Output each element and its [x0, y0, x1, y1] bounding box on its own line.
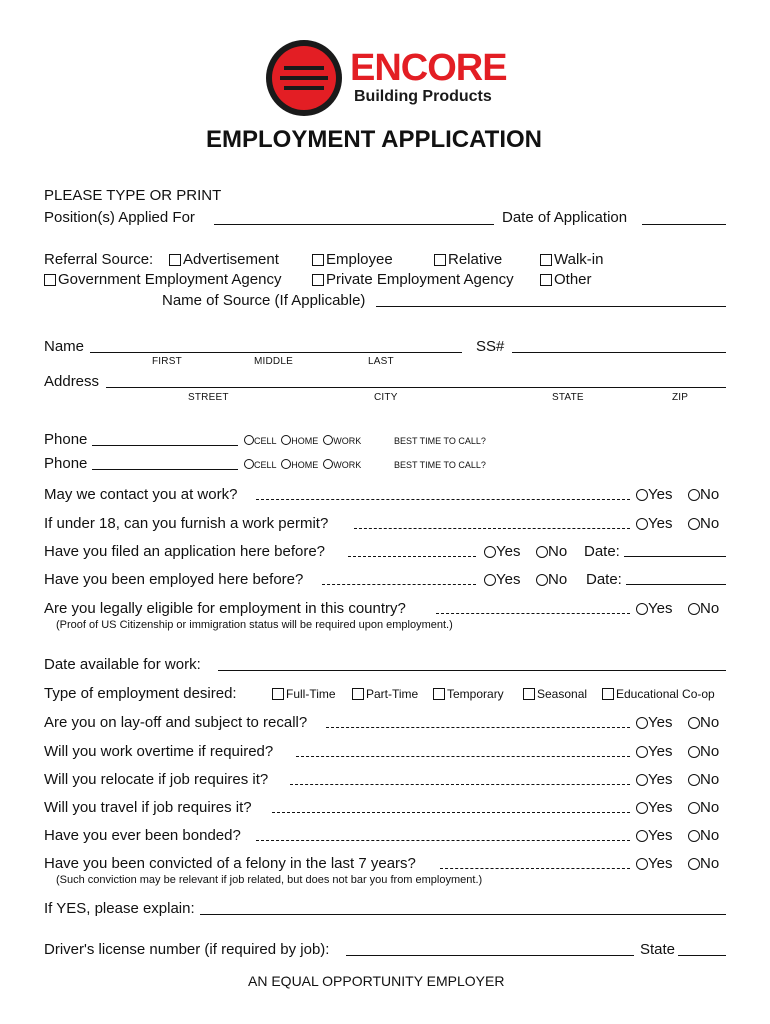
checkbox-icon[interactable]: [540, 254, 552, 266]
checkbox-icon[interactable]: [352, 688, 364, 700]
name-middle-caption: MIDDLE: [254, 356, 293, 367]
page-title: EMPLOYMENT APPLICATION: [206, 126, 542, 153]
radio-yes-icon[interactable]: [636, 830, 648, 842]
dash-leader: [256, 840, 630, 841]
phone-label-2: Phone: [44, 455, 88, 472]
checkbox-icon[interactable]: [272, 688, 284, 700]
source-name-label: Name of Source (If Applicable): [162, 292, 366, 309]
position-label: Position(s) Applied For: [44, 209, 195, 226]
q-relocate-no[interactable]: No: [688, 771, 719, 789]
date-application-label: Date of Application: [502, 209, 628, 226]
dash-leader: [256, 499, 630, 500]
referral-advertisement[interactable]: Advertisement: [169, 251, 279, 269]
phone-type-2: CELL HOME WORK: [244, 459, 361, 471]
dash-leader: [290, 784, 630, 785]
q-eligible-label: Are you legally eligible for employment in this country?: [44, 600, 406, 617]
drivers-state-label: State: [640, 941, 676, 958]
q-bonded-yes[interactable]: Yes: [636, 827, 672, 845]
phone-field-1[interactable]: [92, 445, 238, 446]
q-relocate-yes[interactable]: Yes: [636, 771, 672, 789]
checkbox-icon[interactable]: [312, 274, 324, 286]
q-relocate-label: Will you relocate if job requires it?: [44, 771, 269, 788]
drivers-license-label: Driver's license number (if required by job):: [44, 941, 330, 958]
please-type-label: PLEASE TYPE OR PRINT: [44, 187, 222, 204]
q-travel-label: Will you travel if job requires it?: [44, 799, 252, 816]
address-state-caption: STATE: [552, 392, 584, 403]
logo-brand-text: ENCORE: [350, 47, 507, 89]
dash-leader: [348, 556, 476, 557]
phone-type-1: CELL HOME WORK: [244, 435, 361, 447]
q-travel-no[interactable]: No: [688, 799, 719, 817]
type-coop[interactable]: Educational Co-op: [602, 687, 715, 701]
checkbox-icon[interactable]: [169, 254, 181, 266]
radio-no-icon[interactable]: [536, 546, 548, 558]
dash-leader: [272, 812, 630, 813]
radio-no-icon[interactable]: [688, 518, 700, 530]
radio-home-icon[interactable]: [281, 459, 291, 469]
equal-opportunity-footer: AN EQUAL OPPORTUNITY EMPLOYER: [248, 973, 505, 989]
radio-no-icon[interactable]: [688, 746, 700, 758]
checkbox-icon[interactable]: [312, 254, 324, 266]
checkbox-icon[interactable]: [523, 688, 535, 700]
dash-leader: [354, 528, 630, 529]
q-layoff-no[interactable]: No: [688, 714, 719, 732]
q-overtime-yes[interactable]: Yes: [636, 743, 672, 761]
radio-yes-icon[interactable]: [636, 603, 648, 615]
q-felony-no[interactable]: No: [688, 855, 719, 873]
best-time-label-1: BEST TIME TO CALL?: [394, 436, 486, 446]
dash-leader: [326, 727, 630, 728]
q-filed-date-label: Date:: [584, 543, 620, 560]
logo-sub-text: Building Products: [354, 88, 492, 105]
radio-no-icon[interactable]: [536, 574, 548, 586]
name-label: Name: [44, 338, 85, 355]
q-filed-no[interactable]: No: [536, 543, 567, 561]
q-bonded-no[interactable]: No: [688, 827, 719, 845]
referral-other[interactable]: Other: [540, 271, 592, 289]
referral-walkin[interactable]: Walk-in: [540, 251, 603, 269]
name-last-caption: LAST: [368, 356, 394, 367]
address-field[interactable]: [106, 387, 726, 388]
q-overtime-no[interactable]: No: [688, 743, 719, 761]
radio-no-icon[interactable]: [688, 802, 700, 814]
best-time-label-2: BEST TIME TO CALL?: [394, 460, 486, 470]
drivers-state-field[interactable]: [678, 955, 726, 956]
address-zip-caption: ZIP: [672, 392, 689, 403]
radio-home-icon[interactable]: [281, 435, 291, 445]
radio-no-icon[interactable]: [688, 489, 700, 501]
dash-leader: [436, 613, 630, 614]
address-street-caption: STREET: [188, 392, 229, 403]
q-employed-date-field[interactable]: [626, 584, 726, 585]
radio-cell-icon[interactable]: [244, 459, 254, 469]
date-available-label: Date available for work:: [44, 656, 201, 673]
q-eligible-yes[interactable]: Yes: [636, 600, 672, 618]
drivers-license-field[interactable]: [346, 955, 634, 956]
radio-work-icon[interactable]: [323, 459, 333, 469]
q-under18-label: If under 18, can you furnish a work permit?: [44, 515, 329, 532]
explain-label: If YES, please explain:: [44, 900, 195, 917]
q-travel-yes[interactable]: Yes: [636, 799, 672, 817]
radio-yes-icon[interactable]: [636, 746, 648, 758]
dash-leader: [296, 756, 630, 757]
radio-yes-icon[interactable]: [636, 858, 648, 870]
referral-employee[interactable]: Employee: [312, 251, 393, 269]
q-filed-yes[interactable]: Yes: [484, 543, 520, 561]
checkbox-icon[interactable]: [434, 254, 446, 266]
phone-field-2[interactable]: [92, 469, 238, 470]
checkbox-icon[interactable]: [44, 274, 56, 286]
q-under18-yes[interactable]: Yes: [636, 515, 672, 533]
ss-label: SS#: [476, 338, 505, 355]
radio-no-icon[interactable]: [688, 717, 700, 729]
q-employed-yes[interactable]: Yes: [484, 571, 520, 589]
q-filed-date-field[interactable]: [624, 556, 726, 557]
address-city-caption: CITY: [374, 392, 398, 403]
radio-yes-icon[interactable]: [636, 774, 648, 786]
radio-yes-icon[interactable]: [636, 802, 648, 814]
type-parttime[interactable]: Part-Time: [352, 687, 418, 701]
radio-no-icon[interactable]: [688, 774, 700, 786]
radio-no-icon[interactable]: [688, 603, 700, 615]
felony-note: (Such conviction may be relevant if job related, but does not bar you from employment.): [56, 874, 483, 886]
checkbox-icon[interactable]: [602, 688, 614, 700]
source-name-field[interactable]: [376, 306, 726, 307]
checkbox-icon[interactable]: [433, 688, 445, 700]
address-label: Address: [44, 373, 100, 390]
radio-yes-icon[interactable]: [484, 574, 496, 586]
q-layoff-label: Are you on lay-off and subject to recall?: [44, 714, 308, 731]
radio-no-icon[interactable]: [688, 858, 700, 870]
q-contact-work-yes[interactable]: Yes: [636, 486, 672, 504]
radio-yes-icon[interactable]: [484, 546, 496, 558]
q-employed-label: Have you been employed here before?: [44, 571, 304, 588]
type-seasonal[interactable]: Seasonal: [523, 687, 587, 701]
type-fulltime[interactable]: Full-Time: [272, 687, 336, 701]
radio-yes-icon[interactable]: [636, 717, 648, 729]
q-contact-work-label: May we contact you at work?: [44, 486, 238, 503]
radio-yes-icon[interactable]: [636, 518, 648, 530]
ss-field[interactable]: [512, 352, 726, 353]
date-available-field[interactable]: [218, 670, 726, 671]
radio-cell-icon[interactable]: [244, 435, 254, 445]
referral-private[interactable]: Private Employment Agency: [312, 271, 514, 289]
eligible-note: (Proof of US Citizenship or immigration status will be required upon employment.): [56, 619, 453, 631]
q-eligible-no[interactable]: No: [688, 600, 719, 618]
dash-leader: [322, 584, 476, 585]
type-temporary[interactable]: Temporary: [433, 687, 504, 701]
referral-relative[interactable]: Relative: [434, 251, 502, 269]
q-filed-label: Have you filed an application here before?: [44, 543, 326, 560]
radio-work-icon[interactable]: [323, 435, 333, 445]
q-employed-date-label: Date:: [586, 571, 622, 588]
q-layoff-yes[interactable]: Yes: [636, 714, 672, 732]
q-bonded-label: Have you ever been bonded?: [44, 827, 241, 844]
q-overtime-label: Will you work overtime if required?: [44, 743, 274, 760]
radio-yes-icon[interactable]: [636, 489, 648, 501]
checkbox-icon[interactable]: [540, 274, 552, 286]
dash-leader: [440, 868, 630, 869]
referral-label: Referral Source:: [44, 251, 154, 268]
q-contact-work-no[interactable]: No: [688, 486, 719, 504]
radio-no-icon[interactable]: [688, 830, 700, 842]
name-first-caption: FIRST: [152, 356, 182, 367]
q-felony-label: Have you been convicted of a felony in the last 7 years?: [44, 855, 416, 872]
type-employment-label: Type of employment desired:: [44, 685, 237, 702]
q-felony-yes[interactable]: Yes: [636, 855, 672, 873]
referral-government[interactable]: Government Employment Agency: [44, 271, 281, 289]
company-logo: [262, 38, 512, 118]
q-employed-no[interactable]: No: [536, 571, 567, 589]
q-under18-no[interactable]: No: [688, 515, 719, 533]
phone-label-1: Phone: [44, 431, 88, 448]
position-field[interactable]: [214, 224, 494, 225]
name-field[interactable]: [90, 352, 462, 353]
date-application-field[interactable]: [642, 224, 726, 225]
explain-field[interactable]: [200, 914, 726, 915]
